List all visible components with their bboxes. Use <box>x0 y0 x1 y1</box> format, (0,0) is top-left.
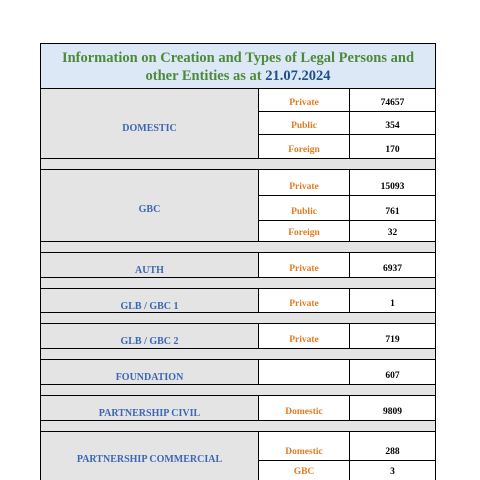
entity-type-cell <box>258 324 349 348</box>
count-cell <box>349 289 435 312</box>
category-cell <box>41 170 258 241</box>
entity-type-cell <box>258 460 349 480</box>
count-value: 6937 <box>383 264 402 274</box>
title-line-1: Information on Creation and Types of Legal Persons and <box>61 50 415 66</box>
count-value: 354 <box>385 121 400 131</box>
count-value: 761 <box>385 207 400 217</box>
entity-type-label: Private <box>289 98 319 108</box>
separator-top-line <box>41 420 435 421</box>
count-value: 9809 <box>383 407 402 417</box>
count-cell <box>349 134 435 158</box>
separator-top-line <box>41 312 435 313</box>
entity-type-label: Private <box>289 264 319 274</box>
category-label: DOMESTIC <box>122 123 177 134</box>
count-cell <box>349 170 435 195</box>
entity-type-label: Public <box>291 121 317 131</box>
category-label: AUTH <box>135 265 164 276</box>
category-cell <box>41 396 258 420</box>
row-divider <box>258 134 435 135</box>
row-divider <box>258 220 435 221</box>
count-value: 719 <box>385 335 400 345</box>
category-label: PARTNERSHIP COMMERCIAL <box>76 454 223 465</box>
count-cell <box>349 360 435 384</box>
category-label: PARTNERSHIP CIVIL <box>98 408 201 419</box>
separator-top-line <box>41 277 435 278</box>
entity-type-cell <box>258 360 349 384</box>
count-value: 74657 <box>380 98 405 108</box>
category-label: FOUNDATION <box>115 372 184 383</box>
entity-type-cell <box>258 89 349 111</box>
category-label: GLB / GBC 1 <box>120 301 179 312</box>
entity-type-cell <box>258 220 349 241</box>
row-divider <box>258 111 435 112</box>
entity-type-label: Private <box>289 335 319 345</box>
separator-top-line <box>41 348 435 349</box>
entity-type-label: Public <box>291 207 317 217</box>
entity-type-cell <box>258 253 349 277</box>
category-label: GBC <box>138 204 161 215</box>
entity-type-cell <box>258 134 349 158</box>
count-value: 288 <box>385 447 400 457</box>
entity-type-label: Private <box>289 182 319 192</box>
count-cell <box>349 396 435 420</box>
entity-type-label: Foreign <box>288 228 320 238</box>
row-divider <box>258 195 435 196</box>
count-value: 170 <box>385 145 400 155</box>
row-divider <box>258 460 435 461</box>
category-cell <box>41 289 258 312</box>
count-value: 607 <box>385 371 400 381</box>
entity-type-label: Foreign <box>288 145 320 155</box>
count-cell <box>349 111 435 134</box>
count-cell <box>349 253 435 277</box>
title-date: 21.07.2024 <box>265 68 331 84</box>
title-prefix: other Entities as at <box>145 68 266 84</box>
entity-type-cell <box>258 396 349 420</box>
category-cell <box>41 432 258 480</box>
count-cell <box>349 460 435 480</box>
entity-type-label: Domestic <box>285 447 323 457</box>
entity-type-cell <box>258 111 349 134</box>
entity-type-label: Domestic <box>285 407 323 417</box>
category-cell <box>41 324 258 348</box>
count-value: 3 <box>390 467 395 477</box>
count-value: 1 <box>390 299 395 309</box>
table-title <box>41 44 435 89</box>
entity-type-cell <box>258 170 349 195</box>
entity-type-label: GBC <box>293 467 315 477</box>
category-label: GLB / GBC 2 <box>120 336 179 347</box>
count-value: 15093 <box>380 182 405 192</box>
entity-type-cell <box>258 289 349 312</box>
category-cell <box>41 360 258 384</box>
count-value: 32 <box>387 228 398 238</box>
separator-top-line <box>41 158 435 159</box>
separator-top-line <box>41 384 435 385</box>
count-cell <box>349 432 435 460</box>
count-cell <box>349 324 435 348</box>
entity-type-cell <box>258 432 349 460</box>
separator-top-line <box>41 241 435 242</box>
count-cell <box>349 89 435 111</box>
title-line-2 <box>41 67 435 85</box>
entity-type-label: Private <box>289 299 319 309</box>
entity-type-cell <box>258 195 349 220</box>
category-cell <box>41 89 258 158</box>
count-cell <box>349 195 435 220</box>
category-cell <box>41 253 258 277</box>
count-cell <box>349 220 435 241</box>
